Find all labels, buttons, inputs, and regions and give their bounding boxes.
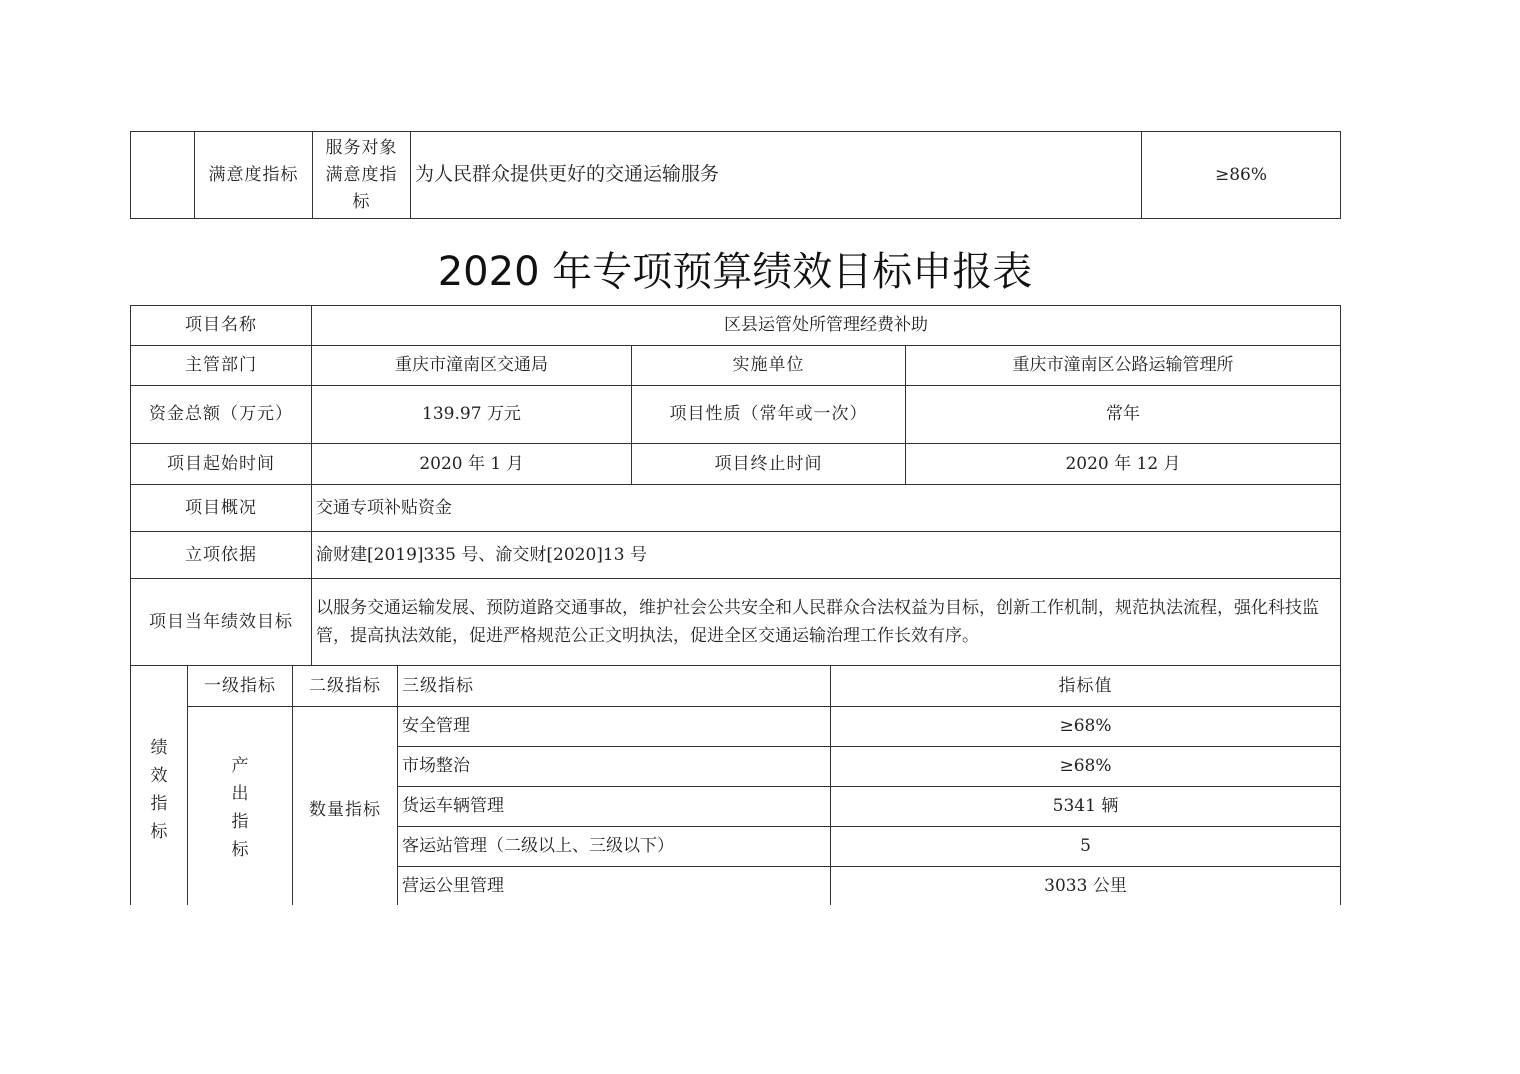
level3-satisfaction: 服务对象 满意度指 标	[313, 132, 411, 219]
indicator-value: 5	[831, 827, 1341, 867]
start-label: 项目起始时间	[131, 444, 312, 485]
level1-output-label: 产 出 指 标	[188, 707, 293, 947]
nature-label: 项目性质（常年或一次）	[632, 386, 906, 444]
page-bottom-margin	[0, 905, 1520, 1074]
table-row	[131, 707, 1341, 747]
indicator-name: 营运公里管理	[398, 867, 831, 907]
indicator-value: ≥68%	[831, 707, 1341, 747]
indicator-value: 3033 公里	[831, 867, 1341, 907]
project-name-label: 项目名称	[131, 306, 312, 346]
dept-value: 重庆市潼南区交通局	[312, 346, 632, 386]
indicator-name: 市场整治	[398, 747, 831, 787]
indicator-name: 货运车辆管理	[398, 787, 831, 827]
header-level1: 一级指标	[188, 666, 293, 707]
satisfaction-table	[130, 131, 1341, 219]
empty-cell	[131, 132, 195, 219]
satisfaction-description: 为人民群众提供更好的交通运输服务	[411, 132, 1142, 219]
row-dates	[131, 444, 1341, 485]
basis-label: 立项依据	[131, 532, 312, 579]
level2-quantity-label: 数量指标	[293, 707, 398, 947]
project-info-table	[130, 305, 1341, 666]
level2-satisfaction: 满意度指标	[195, 132, 313, 219]
indicator-name: 安全管理	[398, 707, 831, 747]
start-value: 2020 年 1 月	[312, 444, 632, 485]
indicator-name: 客运站管理（二级以上、三级以下）	[398, 827, 831, 867]
nature-value: 常年	[906, 386, 1341, 444]
indicators-section-label: 绩 效 指 标	[131, 666, 188, 947]
goal-value: 以服务交通运输发展、预防道路交通事故，维护社会公共安全和人民群众合法权益为目标，创新工作机制，规范执法流程，强化科技监管，提高执法效能，促进严格规范公正文明执法，促进全区交通运输治理工作长效有序。	[312, 579, 1341, 666]
header-level3: 三级指标	[398, 666, 831, 707]
header-level2: 二级指标	[293, 666, 398, 707]
funds-label: 资金总额（万元）	[131, 386, 312, 444]
row-overview	[131, 485, 1341, 532]
overview-label: 项目概况	[131, 485, 312, 532]
overview-value: 交通专项补贴资金	[312, 485, 1341, 532]
row-goal	[131, 579, 1341, 666]
header-value: 指标值	[831, 666, 1341, 707]
basis-value: 渝财建[2019]335 号、渝交财[2020]13 号	[312, 532, 1341, 579]
indicators-header-row	[131, 666, 1341, 707]
funds-value: 139.97 万元	[312, 386, 632, 444]
page-title: 2020 年专项预算绩效目标申报表	[437, 249, 1033, 295]
dept-label: 主管部门	[131, 346, 312, 386]
row-project-name	[131, 306, 1341, 346]
project-name-value: 区县运管处所管理经费补助	[312, 306, 1341, 346]
indicator-value: 5341 辆	[831, 787, 1341, 827]
row-basis	[131, 532, 1341, 579]
row-department	[131, 346, 1341, 386]
satisfaction-value: ≥86%	[1142, 132, 1341, 219]
impl-label: 实施单位	[632, 346, 906, 386]
end-label: 项目终止时间	[632, 444, 906, 485]
indicator-value: ≥68%	[831, 747, 1341, 787]
row-funds	[131, 386, 1341, 444]
impl-value: 重庆市潼南区公路运输管理所	[906, 346, 1341, 386]
end-value: 2020 年 12 月	[906, 444, 1341, 485]
goal-label: 项目当年绩效目标	[131, 579, 312, 666]
satisfaction-row	[131, 132, 1341, 219]
